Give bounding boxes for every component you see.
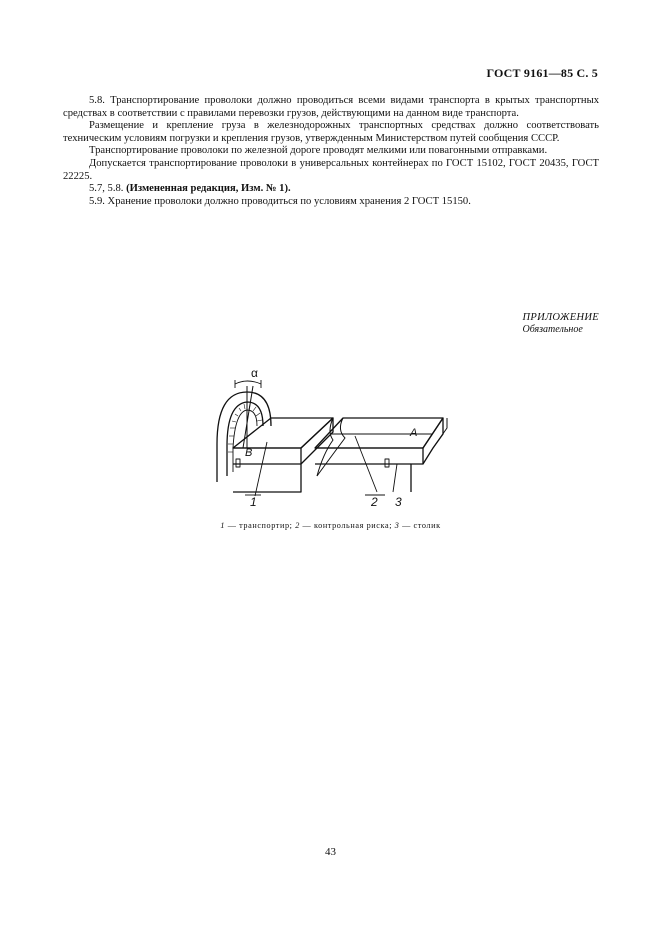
page-number: 43 [325,846,336,858]
annex-heading [523,312,600,336]
label-2: 2 [371,495,378,509]
paragraph-placement: Размещение и крепление груза в железнодорожных транспортных средствах должно соответствовать техническим условиям погрузки и крепления грузов, утвержденным Министерством путей сообщения СССР. [63,120,599,144]
table-break-right [317,418,345,476]
angle-arc [235,381,261,384]
label-alpha: α [251,366,258,380]
table-left-top [233,418,333,448]
revision-prefix: 5.7, 5.8. [89,183,127,195]
table-right-front [315,448,423,492]
label-3: 3 [395,495,402,509]
caption-num-2: 2 [295,521,300,530]
table-left-side [301,418,333,464]
paragraph-5-9: 5.9. Хранение проволоки должно проводиться по условиям хранения 2 ГОСТ 15150. [89,195,471,207]
label-b: B [245,447,253,459]
leader-3 [393,464,397,492]
table-right-top [315,418,443,448]
figure-protractor-table [205,364,465,514]
caption-num-3: 3 [394,521,400,530]
figure-drawing [205,364,465,514]
caption-text-3: — столик [399,521,441,530]
caption-num-1: 1 [220,521,226,530]
label-a: A [410,427,418,439]
figure-caption [0,521,661,530]
caption-text-1: — транспортир; [225,521,296,530]
paragraph-5-8: 5.8. Транспортирование проволоки должно проводиться всеми видами транспорта в крытых транспортных средствах в соответствии с правилами перевозки грузов, действующими на данном виде транспорта. [63,95,599,119]
paragraph-railway: Транспортирование проволоки по железной дороге проводят мелкими или повагонными отправками. [89,145,548,157]
pin-right [385,459,389,467]
paragraph-revision [63,183,599,196]
protractor-scale-arc [233,410,257,472]
table-left-front [233,448,301,492]
pin-left [236,459,240,467]
caption-text-2: — контрольная риска; [299,521,395,530]
leader-1 [255,442,267,496]
table-break-left [317,418,333,476]
annex-title: ПРИЛОЖЕНИЕ [522,312,599,323]
page-header: ГОСТ 9161—85 С. 5 [486,66,598,80]
paragraph-containers: Допускается транспортирование проволоки в универсальных контейнерах по ГОСТ 15102, ГОСТ 20435, ГОСТ 22225. [63,157,599,182]
table-right-stop [423,418,443,464]
label-1: 1 [250,495,257,509]
annex-subtitle: Обязательное [522,324,583,335]
body-text [63,95,599,208]
revision-note: (Измененная редакция, Изм. № 1). [126,183,291,195]
